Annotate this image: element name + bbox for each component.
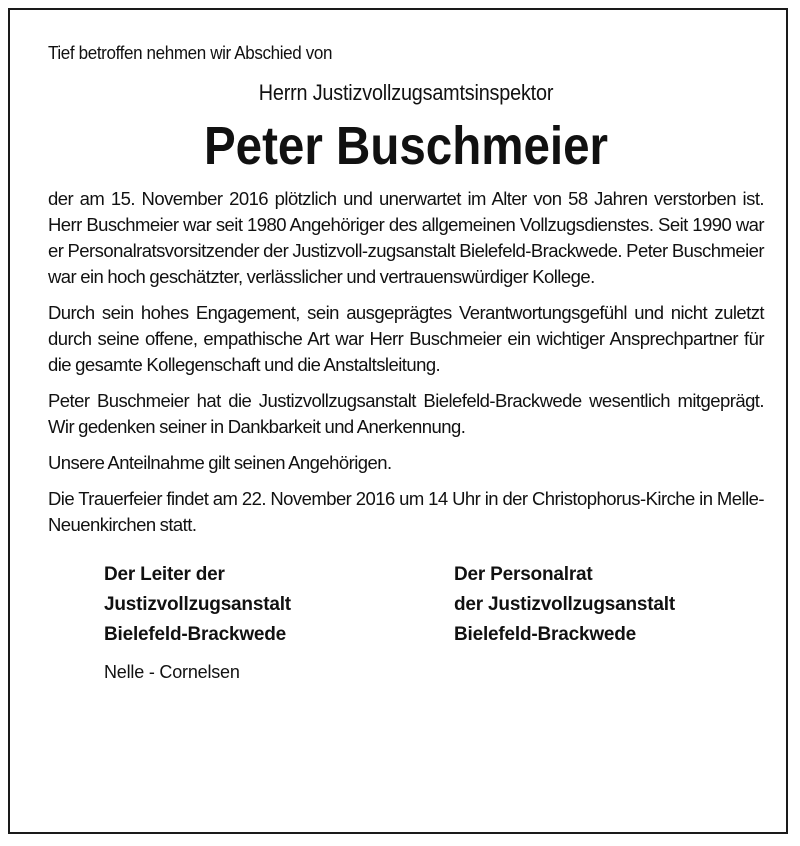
- signature-director-line: Justizvollzugsanstalt: [104, 594, 291, 615]
- paragraph-engagement: Durch sein hohes Engagement, sein ausgeprägtes Verantwortungsgefühl und nicht zuletzt durch seine offene, empathische Art war Herr Buschmeier ein wichtiger Ansprechpartner für die gesamte Kollegenschaft und die Anstaltsleitung.: [48, 302, 764, 375]
- signature-director-line: Der Leiter der: [104, 564, 225, 585]
- obituary-content: [48, 40, 764, 700]
- paragraph-biography: der am 15. November 2016 plötzlich und unerwartet im Alter von 58 Jahren verstorben ist. Herr Buschmeier war seit 1980 Angehöriger des allgemeinen Vollzugsdienstes. Seit 1990 war er Personalratsvorsitzender der Justizvoll-zugsanstalt Bielefeld-Brackwede. Peter Buschmeier war ein hoch geschätzter, verlässlicher und vertrauenswürdiger Kollege.: [48, 188, 764, 287]
- signature-council-line: der Justizvollzugsanstalt: [454, 594, 675, 615]
- obituary-frame: [8, 8, 788, 834]
- paragraph-condolence: Unsere Anteilnahme gilt seinen Angehörigen.: [48, 452, 392, 473]
- signatory-names: Nelle - Cornelsen: [104, 662, 240, 682]
- paragraph-tribute: Peter Buschmeier hat die Justizvollzugsanstalt Bielefeld-Brackwede wesentlich mitgeprägt. Wir gedenken seiner in Dankbarkeit und Anerkennung.: [48, 390, 764, 437]
- signature-block: [48, 560, 764, 700]
- signature-council-line: Der Personalrat: [454, 564, 593, 585]
- deceased-rank: Herrn Justizvollzugsamtsinspektor: [258, 80, 554, 105]
- signature-director: [104, 560, 291, 650]
- paragraph-funeral: Die Trauerfeier findet am 22. November 2016 um 14 Uhr in der Christophorus-Kirche in Melle-Neuenkirchen statt.: [48, 488, 764, 535]
- intro-line: Tief betroffen nehmen wir Abschied von: [48, 42, 333, 63]
- signature-council-line: Bielefeld-Brackwede: [454, 624, 637, 645]
- signature-staff-council: [454, 560, 675, 650]
- deceased-name: Peter Buschmeier: [203, 116, 609, 176]
- signature-director-line: Bielefeld-Brackwede: [104, 624, 287, 645]
